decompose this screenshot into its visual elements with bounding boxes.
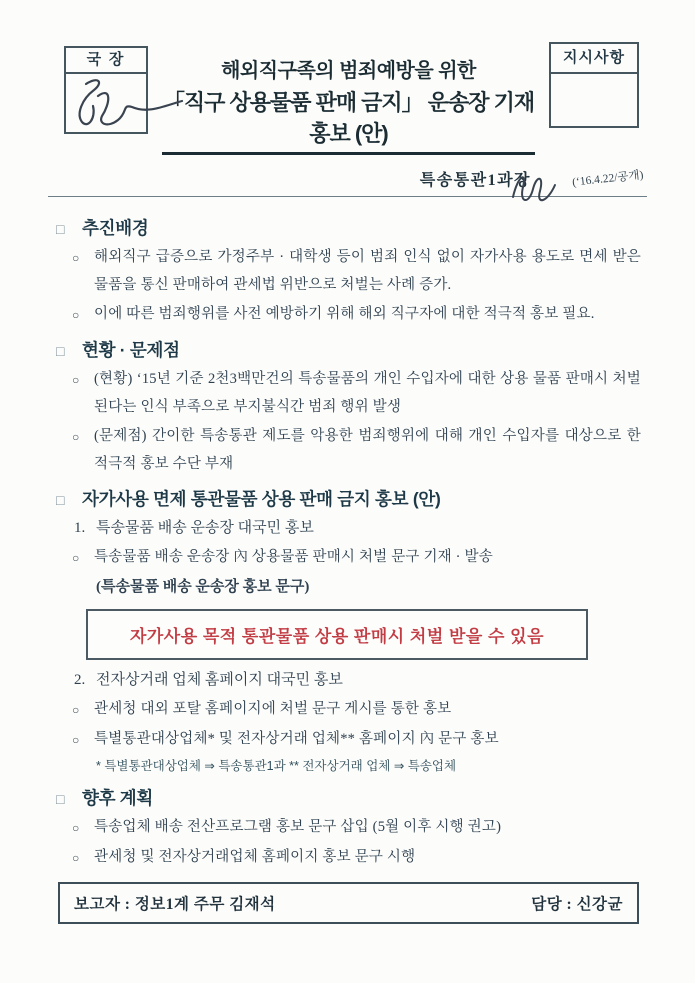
penalty-notice-text: 자가사용 목적 통관물품 상용 판매시 처벌 받을 수 있음 [129,627,545,646]
bullet-item [72,695,641,724]
section-heading-text: 자가사용 면제 통관물품 상용 판매 금지 홍보 (안) [82,489,441,509]
approval-date-note: (‘16.4.22/공개) [571,169,644,189]
bullet-item [72,725,641,754]
approval-row [52,167,643,193]
circle-marker-icon: ○ [72,430,80,444]
bullet-text: 특송업체 배송 전산프로그램 홍보 문구 삽입 (5월 이후 시행 권고) [94,819,502,835]
footnote-text: * 특별통관대상업체 ⇒ 특송통관1과 ** 전자상거래 업체 ⇒ 특송업체 [96,759,457,773]
reporter-label: 보고자 : 정보1계 주무 김재석 [74,896,276,913]
title-line-1: 해외직구족의 범죄예방을 위한 [221,60,476,82]
square-marker-icon: □ [56,343,65,359]
highlight-subtitle: (특송물품 배송 운송장 홍보 문구) [96,579,310,595]
circle-marker-icon: ○ [72,551,80,565]
section-heading [56,486,641,511]
circle-marker-icon: ○ [72,851,80,865]
director-stamp-box [64,46,148,134]
numbered-item-title: 전자상거래 업체 홈페이지 대국민 홍보 [96,672,343,688]
section-heading-text: 추진배경 [82,218,149,238]
bullet-text: 관세청 및 전자상거래업체 홈페이지 홍보 문구 시행 [94,849,416,865]
section-heading [56,215,641,240]
section-future-plan [56,785,641,872]
square-marker-icon: □ [56,791,65,807]
director-signature-icon [64,74,192,132]
circle-marker-icon: ○ [72,373,80,387]
bullet-text: 해외직구 급증으로 가정주부 · 대학생 등이 범죄 인식 없이 자가사용 용도로 면세 받은 물품을 통신 판매하여 관세법 위반으로 처벌는 사례 증가. [94,249,641,293]
square-marker-icon: □ [56,221,65,237]
bullet-item [72,300,641,329]
instruction-box [549,42,639,128]
director-stamp-label: 국 장 [66,48,146,74]
bullet-item [72,843,641,872]
bullet-text: (현황) ‘15년 기준 2천3백만건의 특송물품의 개인 수입자에 대한 상용 물품 판매시 처벌된다는 인식 부족으로 부지불식간 범죄 행위 발생 [94,371,641,415]
title-line-2: 「직구 상용물품 판매 금지」 운송장 기재 홍보 (안) [162,86,535,155]
item-number: 2. [74,672,86,688]
section-background [56,215,641,329]
circle-marker-icon: ○ [72,251,80,265]
section-heading-text: 현황 · 문제점 [82,340,180,360]
footer-box [58,882,639,924]
square-marker-icon: □ [56,492,65,508]
numbered-item [74,666,641,694]
section-heading [56,785,641,810]
circle-marker-icon: ○ [72,703,80,717]
bullet-item [72,813,641,842]
bullet-text: 특송물품 배송 운송장 內 상용물품 판매시 처벌 문구 기재 · 발송 [94,549,493,565]
header-row [0,0,695,155]
bullet-item [72,422,641,478]
approver-signature-icon [505,165,563,207]
instruction-box-label: 지시사항 [551,44,637,74]
bullet-item [72,243,641,299]
bullet-text: 특별통관대상업체* 및 전자상거래 업체** 홈페이지 內 문구 홍보 [94,731,499,747]
circle-marker-icon: ○ [72,308,80,322]
instruction-box-empty [551,74,637,126]
document-title [162,46,535,155]
bullet-item [72,543,641,572]
document-body [0,197,695,872]
director-signature-area [66,74,146,132]
section-status-problems [56,337,641,478]
manager-label: 담당 : 신강균 [531,896,623,913]
approver-title: 특송통관1과장 [419,172,531,189]
numbered-item [74,514,641,542]
circle-marker-icon: ○ [72,733,80,747]
circle-marker-icon: ○ [72,821,80,835]
bullet-text: 이에 따른 범죄행위를 사전 예방하기 위해 해외 직구자에 대한 적극적 홍보 필요. [94,306,595,322]
penalty-notice-box [86,609,588,660]
section-heading [56,337,641,362]
numbered-item-title: 특송물품 배송 운송장 대국민 홍보 [96,520,314,536]
section-promotion-plan [56,486,641,777]
bullet-text: 관세청 대외 포탈 홈페이지에 처벌 문구 게시를 통한 홍보 [94,701,452,717]
bullet-text: (문제점) 간이한 특송통관 제도를 악용한 범죄행위에 대해 개인 수입자를 대상으로 한 적극적 홍보 수단 부재 [94,428,641,472]
item-number: 1. [74,520,86,536]
section-heading-text: 향후 계획 [82,788,153,808]
bullet-item [72,365,641,421]
